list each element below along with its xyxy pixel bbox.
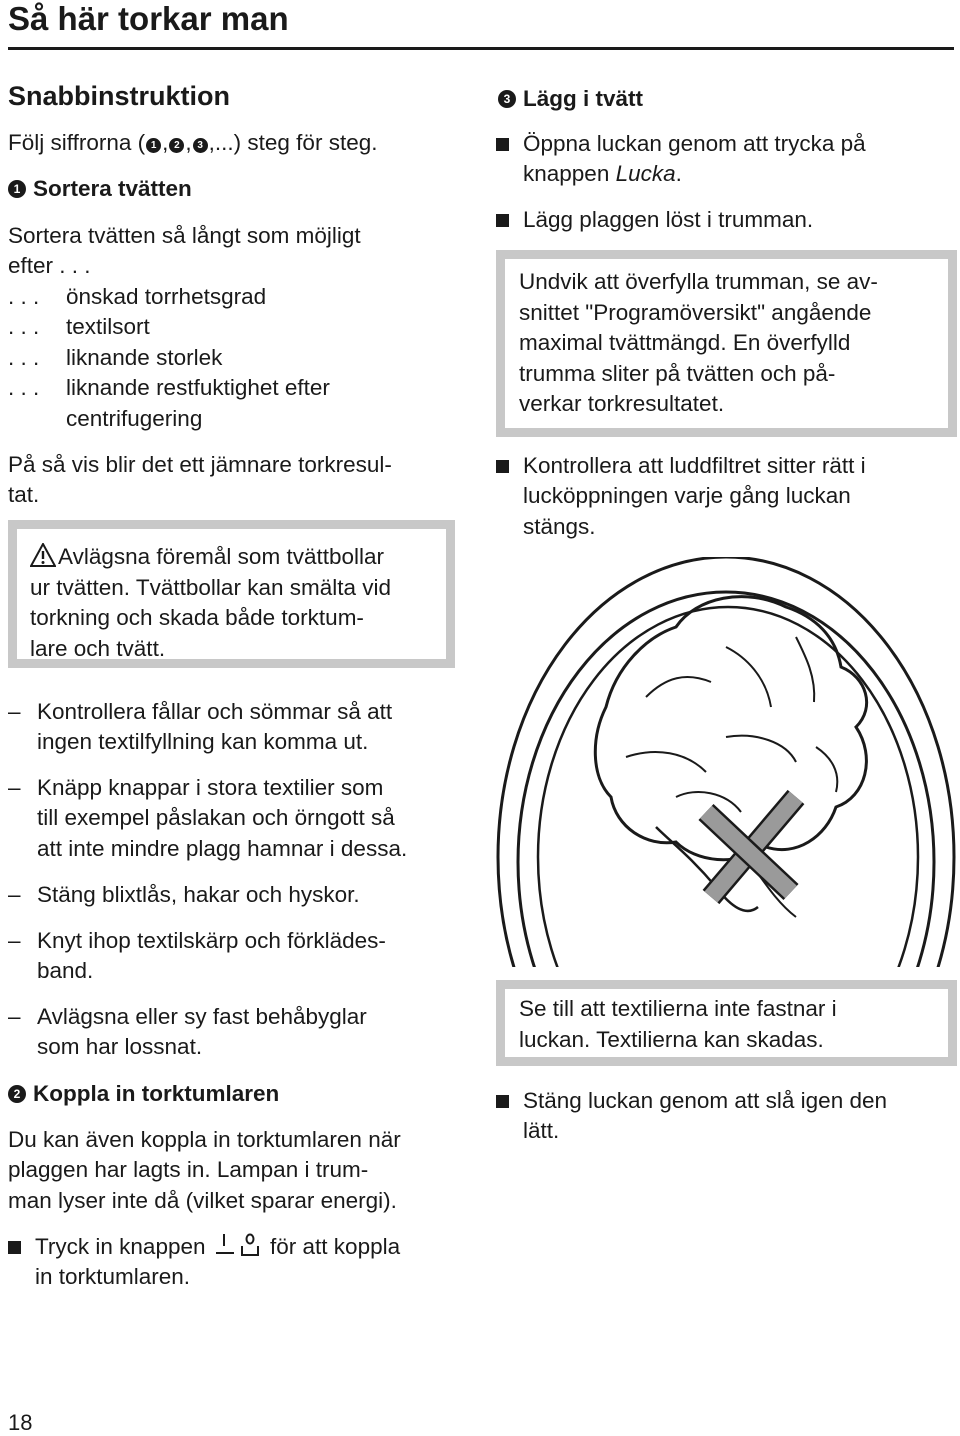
warning-line: Avlägsna föremål som tvättbollar	[58, 544, 384, 569]
note-line: luckan. Textilierna kan skadas.	[519, 1026, 824, 1052]
note-line: verkar torkresultatet.	[519, 391, 725, 416]
bullet-text: lucköppningen varje gång luckan	[523, 483, 851, 508]
bullet-text: stängs.	[523, 514, 596, 539]
list-item-text: Kontrollera fållar och sömmar så att	[37, 699, 393, 724]
sort-item-label: önskad torrhetsgrad	[66, 284, 267, 309]
list-dash: –	[8, 928, 21, 953]
sort-item	[8, 373, 330, 404]
intro-step-1-badge: 1	[146, 138, 161, 153]
bullet-text: knappen	[523, 161, 616, 186]
power-switch-icon	[214, 1232, 262, 1258]
list-item-text: Avlägsna eller sy fast behåbyglar	[37, 1004, 367, 1029]
sort-item-dots: . . .	[8, 314, 40, 339]
list-item-text: Knyt ihop textilskärp och förklädes-	[37, 928, 386, 953]
note-line: snittet "Programöversikt" angående	[519, 299, 872, 325]
bullet-text: Stäng luckan genom att slå igen den	[523, 1088, 887, 1113]
list-item-text: Knäpp knappar i stora textilier som	[37, 775, 384, 800]
note-line: Se till att textilierna inte fastnar i	[519, 996, 837, 1021]
page-number: 18	[8, 1410, 33, 1435]
bullet-text: lätt.	[523, 1118, 560, 1143]
list-item-text: band.	[37, 958, 94, 983]
step-1-line-1: Sortera tvätten så långt som möjligt	[8, 223, 361, 248]
intro-step-2-badge: 2	[169, 138, 184, 153]
list-dash: –	[8, 775, 21, 800]
step-3-badge: 3	[498, 90, 516, 108]
sort-item-dots: . . .	[8, 345, 40, 370]
cross-mark-icon	[706, 797, 796, 897]
sort-item-label: liknande restfuktighet efter	[66, 375, 330, 400]
warning-line: torkning och skada både torktum-	[30, 605, 364, 630]
page-title: Så här torkar man	[8, 0, 289, 37]
list-item-text: att inte mindre plagg hamnar i dessa.	[37, 836, 408, 861]
step-2-line: man lyser inte då (vilket sparar energi).	[8, 1188, 397, 1213]
step-2-heading	[8, 1079, 279, 1109]
result-line-1: På så vis blir det ett jämnare torkresul-	[8, 452, 392, 477]
bullet-square	[496, 1095, 509, 1108]
warning-line: lare och tvätt.	[30, 635, 166, 661]
title-divider	[8, 47, 954, 50]
step-1-line-2: efter . . .	[8, 253, 91, 278]
bullet-square	[496, 138, 509, 151]
bullet-text: Öppna luckan genom att trycka på	[523, 131, 866, 156]
list-item-text: som har lossnat.	[37, 1034, 203, 1059]
sort-item-dots: . . .	[8, 284, 40, 309]
step-2-line: Du kan även koppla in torktumlaren när	[8, 1127, 401, 1152]
list-item-text: Stäng blixtlås, hakar och hyskor.	[37, 882, 360, 907]
step-2-title: Koppla in torktumlaren	[33, 1081, 280, 1106]
result-line-2: tat.	[8, 482, 40, 507]
intro-text: Följ siffrorna ( 1 , 2 , 3 ,...) steg för steg.	[8, 130, 378, 155]
step-1-heading	[8, 174, 192, 204]
bullet-square	[8, 1241, 21, 1254]
intro-step-3-badge: 3	[193, 138, 208, 153]
section-heading: Snabbinstruktion	[8, 81, 230, 111]
door-laundry-illustration	[496, 557, 958, 967]
bullet-text: .	[675, 161, 682, 186]
bullet-square	[496, 214, 509, 227]
note-text	[519, 267, 949, 420]
bullet-text: Kontrollera att luddfiltret sitter rätt i	[523, 453, 866, 478]
warning-text	[30, 542, 460, 664]
bullet-square	[496, 460, 509, 473]
sort-item-dots: . . .	[8, 375, 40, 400]
bullet-text: Lägg plaggen löst i trumman.	[523, 207, 814, 232]
step-1-badge: 1	[8, 180, 26, 198]
bullet-text: för att koppla	[270, 1234, 401, 1259]
note-line: maximal tvättmängd. En överfylld	[519, 330, 851, 355]
sort-item-continuation: centrifugering	[66, 406, 203, 431]
sort-item	[8, 343, 222, 374]
note-line: Undvik att överfylla trumman, se av-	[519, 269, 878, 294]
list-dash: –	[8, 882, 21, 907]
sort-item	[8, 312, 150, 343]
intro-suffix: ,...) steg för steg.	[208, 130, 378, 155]
list-dash: –	[8, 699, 21, 724]
step-2-line: plaggen har lagts in. Lampan i trum-	[8, 1157, 369, 1182]
intro-prefix: Följ siffrorna (	[8, 130, 146, 155]
bullet-text: Tryck in knappen	[35, 1234, 206, 1259]
button-name-lucka: Lucka	[615, 161, 676, 186]
note-text	[519, 994, 949, 1055]
list-item-text: ingen textilfyllning kan komma ut.	[37, 729, 369, 754]
sort-item-label: liknande storlek	[66, 345, 223, 370]
list-item-text: till exempel påslakan och örngott så	[37, 805, 395, 830]
list-dash: –	[8, 1004, 21, 1029]
step-3-title: Lägg i tvätt	[523, 86, 644, 111]
warning-line: ur tvätten. Tvättbollar kan smälta vid	[30, 574, 391, 600]
step-3-heading	[498, 84, 643, 114]
sort-item-label: textilsort	[66, 314, 150, 339]
step-1-title: Sortera tvätten	[33, 176, 192, 201]
step-2-bullet-continuation: in torktumlaren.	[35, 1264, 191, 1289]
warning-triangle-icon	[30, 543, 56, 567]
step-2-badge: 2	[8, 1085, 26, 1103]
note-line: trumma sliter på tvätten och på-	[519, 360, 836, 386]
sort-item	[8, 282, 266, 313]
